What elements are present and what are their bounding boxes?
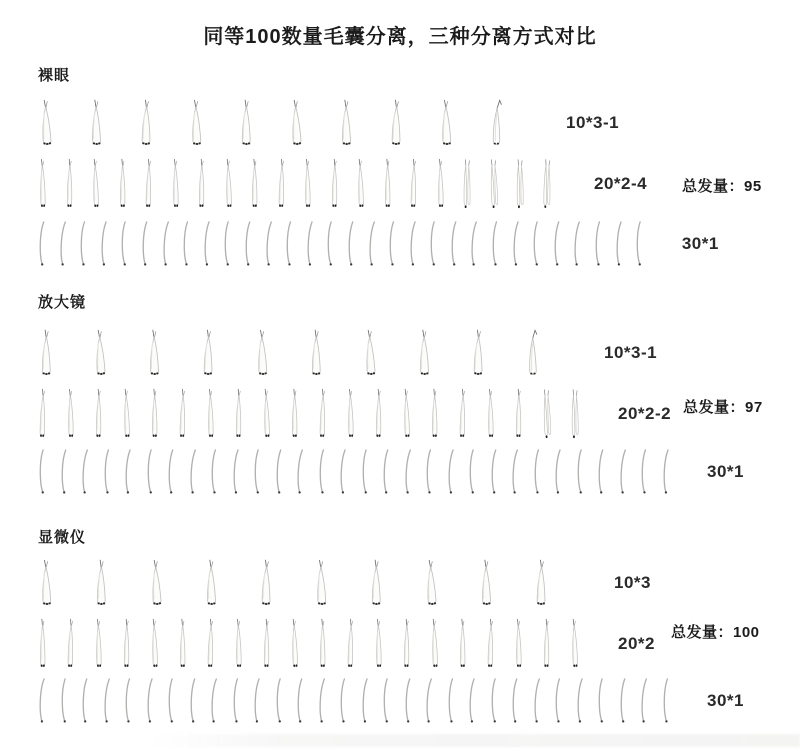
single-hair-icon [264, 221, 273, 267]
follicle-graft-2-hair-icon [37, 388, 48, 440]
follicle-graft-2-hair-icon [261, 388, 272, 440]
row-formula-label: 20*2 [618, 634, 655, 653]
follicle-graft-2-hair-icon [223, 158, 234, 210]
single-hair-icon [532, 449, 541, 495]
single-hair-icon [467, 449, 476, 495]
follicle-graft-2-hair-icon [205, 618, 216, 670]
follicle-graft-3-hair-icon [91, 328, 109, 378]
follicle-graft-2-hair-icon [276, 158, 287, 210]
follicle-graft-2-hair-icon [206, 388, 217, 440]
row-formula-label: 30*1 [707, 462, 744, 481]
page-title: 同等100数量毛囊分离，三种分离方式对比 [203, 26, 597, 48]
single-hair-icon [597, 449, 605, 495]
follicle-graft-2-hair-icon [374, 618, 385, 670]
follicle-graft-2-hair-icon [143, 158, 154, 210]
follicle-graft-2-hair-icon [170, 158, 181, 210]
row-formula-label: 20*2-4 [594, 174, 648, 193]
single-hair-icon [339, 678, 348, 724]
single-hair-icon [614, 221, 623, 267]
single-hair-icon [404, 678, 412, 724]
single-hair-icon [661, 449, 670, 495]
single-hair-icon [639, 678, 648, 724]
follicle-graft-2-hair-icon [458, 618, 468, 670]
follicle-graft-2-hair-icon-damaged [570, 388, 580, 440]
follicle-graft-3-hair-icon [93, 558, 111, 608]
single-hair-icon [554, 449, 563, 495]
single-hair-icon [450, 221, 458, 267]
follicle-graft-2-hair-icon [346, 388, 357, 440]
follicle-graft-2-hair-icon [234, 388, 245, 440]
single-hair-icon [317, 449, 326, 495]
follicle-graft-3-hair-icon [368, 558, 386, 608]
follicle-graft-3-hair-icon [238, 98, 256, 148]
single-hair-icon [470, 221, 479, 267]
follicle-graft-2-hair-icon [401, 388, 412, 440]
follicle-graft-3-hair-icon [438, 98, 456, 148]
single-hair-icon [141, 221, 149, 267]
single-hair-icon [79, 221, 88, 267]
single-hair-icon [510, 449, 519, 495]
single-hair-icon [38, 221, 46, 267]
follicle-graft-2-hair-icon [402, 618, 413, 670]
single-hair-icon [554, 678, 563, 724]
follicle-graft-2-hair-icon [118, 158, 128, 210]
single-hair-icon [618, 449, 627, 495]
single-hair-icon [573, 221, 582, 267]
follicle-graft-2-hair-icon-damaged [541, 158, 552, 210]
single-hair-icon [388, 221, 397, 267]
follicle-graft-2-hair-icon [429, 618, 440, 670]
follicle-graft-2-hair-icon [234, 618, 245, 670]
single-hair-icon [295, 449, 304, 495]
follicle-graft-2-hair-icon [318, 618, 328, 670]
follicle-graft-2-hair-icon [64, 158, 75, 210]
follicle-graft-3-hair-icon [37, 98, 55, 148]
follicle-graft-2-hair-icon [355, 158, 366, 210]
single-hair-icon [253, 678, 262, 724]
row-formula-label: 10*3 [614, 573, 651, 592]
follicle-graft-2-hair-icon [38, 158, 49, 210]
single-hair-icon [640, 449, 649, 495]
follicle-graft-2-hair-icon-damaged [541, 388, 552, 440]
single-hair-icon [532, 678, 541, 724]
follicle-graft-2-hair-icon [374, 388, 385, 440]
single-hair-icon [274, 678, 283, 724]
follicle-graft-2-hair-icon [383, 158, 393, 210]
follicle-graft-2-hair-icon [65, 618, 76, 670]
follicle-graft-2-hair-icon [457, 388, 468, 440]
single-hair-icon [231, 449, 240, 495]
follicle-graft-2-hair-icon [149, 618, 160, 670]
graft-row [38, 158, 647, 210]
follicle-graft-2-hair-icon [178, 618, 188, 670]
follicle-graft-3-hair-icon [287, 98, 305, 148]
single-hair-icon [145, 449, 154, 495]
follicle-graft-3-hair-icon [254, 328, 272, 378]
single-hair-icon [490, 449, 498, 495]
graft-row [38, 98, 619, 148]
follicle-graft-2-hair-icon-damaged [515, 158, 525, 210]
single-hair-icon [382, 449, 390, 495]
single-hair-icon [326, 221, 335, 267]
follicle-graft-3-hair-icon [38, 328, 56, 378]
single-hair-icon [145, 678, 154, 724]
single-hair-icon [635, 221, 644, 267]
total-hair-count: 总发量：97 [683, 399, 763, 416]
graft-row [38, 221, 719, 267]
single-hair-icon [296, 678, 304, 724]
follicle-graft-3-hair-icon [308, 328, 326, 378]
follicle-graft-2-hair-icon-damaged [462, 158, 473, 210]
graft-row [38, 449, 744, 495]
follicle-graft-3-hair-icon [88, 98, 105, 148]
single-hair-icon [167, 449, 175, 495]
follicle-graft-2-hair-icon [345, 618, 356, 670]
single-hair-icon [81, 678, 89, 724]
follicle-graft-3-hair-icon [38, 558, 56, 608]
single-hair-icon [511, 221, 520, 267]
single-hair-icon [360, 449, 369, 495]
follicle-graft-3-hair-icon [188, 98, 206, 148]
single-hair-icon [223, 221, 232, 267]
follicle-graft-2-hair-icon [435, 158, 446, 210]
single-hair-icon [102, 449, 111, 495]
single-hair-icon [38, 678, 47, 724]
total-hair-count: 总发量：95 [682, 178, 762, 195]
row-formula-label: 10*3-1 [604, 343, 658, 362]
single-hair-icon [381, 678, 390, 724]
follicle-graft-2-hair-icon [66, 388, 77, 440]
follicle-graft-2-hair-icon [569, 618, 580, 670]
single-hair-icon [209, 678, 218, 724]
single-hair-icon [124, 449, 133, 495]
follicle-graft-3-hair-icon-damaged [524, 328, 542, 378]
follicle-graft-3-hair-icon [361, 328, 379, 378]
follicle-graft-2-hair-icon [90, 158, 101, 210]
single-hair-icon [124, 678, 133, 724]
follicle-graft-2-hair-icon [303, 158, 314, 210]
follicle-graft-2-hair-icon [430, 388, 440, 440]
single-hair-icon [489, 678, 498, 724]
follicle-graft-2-hair-icon [94, 618, 105, 670]
follicle-graft-2-hair-icon [94, 388, 105, 440]
follicle-graft-3-hair-icon [257, 558, 275, 608]
row-formula-label: 20*2-2 [618, 404, 672, 423]
graft-row [38, 328, 657, 378]
follicle-graft-2-hair-icon-damaged [488, 158, 499, 210]
single-hair-icon [252, 449, 261, 495]
single-hair-icon [403, 449, 412, 495]
follicle-graft-2-hair-icon [289, 618, 300, 670]
follicle-graft-3-hair-icon [469, 328, 487, 378]
follicle-graft-2-hair-icon [121, 388, 132, 440]
follicle-graft-2-hair-icon [197, 158, 208, 210]
single-hair-icon [305, 221, 314, 267]
follicle-graft-3-hair-icon [416, 328, 433, 378]
single-hair-icon [188, 449, 197, 495]
single-hair-icon [360, 678, 369, 724]
single-hair-icon [182, 221, 191, 267]
single-hair-icon [120, 221, 129, 267]
graft-row [38, 678, 744, 724]
follicle-graft-3-hair-icon [387, 98, 405, 148]
single-hair-icon [408, 221, 417, 267]
single-hair-icon [339, 449, 348, 495]
follicle-graft-2-hair-icon [317, 388, 328, 440]
follicle-graft-2-hair-icon [485, 618, 496, 670]
follicle-graft-3-hair-icon [422, 558, 440, 608]
single-hair-icon [575, 449, 584, 495]
follicle-graft-3-hair-icon [203, 558, 220, 608]
single-hair-icon [317, 678, 326, 724]
follicle-graft-2-hair-icon [514, 388, 525, 440]
single-hair-icon [59, 678, 68, 724]
single-hair-icon [446, 678, 455, 724]
single-hair-icon [275, 449, 283, 495]
single-hair-icon [596, 678, 605, 724]
single-hair-icon [619, 678, 627, 724]
follicle-graft-2-hair-icon [38, 618, 48, 670]
follicle-graft-3-hair-icon [199, 328, 217, 378]
follicle-graft-3-hair-icon [137, 98, 155, 148]
follicle-graft-3-hair-icon [338, 98, 355, 148]
single-hair-icon [189, 678, 197, 724]
graft-row [38, 388, 671, 440]
follicle-graft-3-hair-icon [532, 558, 550, 608]
section-title: 放大镜 [38, 294, 87, 311]
single-hair-icon [594, 221, 603, 267]
single-hair-icon [511, 678, 519, 724]
single-hair-icon [553, 221, 561, 267]
graft-row [38, 558, 651, 608]
single-hair-icon [575, 678, 584, 724]
single-hair-icon [446, 449, 455, 495]
single-hair-icon [347, 221, 355, 267]
single-hair-icon [210, 449, 219, 495]
bottom-shadow-band [150, 734, 800, 747]
single-hair-icon [58, 221, 67, 267]
follicle-graft-3-hair-icon-damaged [488, 98, 506, 148]
follicle-graft-3-hair-icon [478, 558, 495, 608]
single-hair-icon [202, 221, 211, 267]
single-hair-icon [424, 678, 433, 724]
single-hair-icon [102, 678, 111, 724]
section-title: 显微仪 [38, 529, 87, 546]
single-hair-icon [491, 221, 500, 267]
single-hair-icon [285, 221, 294, 267]
single-hair-icon [161, 221, 170, 267]
single-hair-icon [367, 221, 376, 267]
follicle-graft-3-hair-icon [147, 558, 165, 608]
single-hair-icon [425, 449, 434, 495]
follicle-graft-2-hair-icon [262, 618, 273, 670]
single-hair-icon [80, 449, 89, 495]
graft-row [38, 618, 655, 670]
follicle-graft-3-hair-icon [146, 328, 163, 378]
single-hair-icon [468, 678, 477, 724]
follicle-graft-2-hair-icon [250, 158, 260, 210]
row-formula-label: 10*3-1 [566, 113, 620, 132]
follicle-graft-3-hair-icon [313, 558, 331, 608]
follicle-graft-2-hair-icon [290, 388, 300, 440]
single-hair-icon [429, 221, 438, 267]
single-hair-icon [166, 678, 175, 724]
row-formula-label: 30*1 [681, 234, 719, 253]
section-title: 裸眼 [38, 67, 71, 84]
single-hair-icon [231, 678, 240, 724]
follicle-graft-2-hair-icon [542, 618, 553, 670]
total-hair-count: 总发量：100 [671, 624, 760, 641]
single-hair-icon [661, 678, 670, 724]
follicle-graft-2-hair-icon [486, 388, 497, 440]
follicle-graft-2-hair-icon [177, 388, 188, 440]
single-hair-icon [37, 449, 46, 495]
row-formula-label: 30*1 [707, 691, 744, 710]
follicle-graft-2-hair-icon [150, 388, 160, 440]
single-hair-icon [99, 221, 108, 267]
follicle-graft-2-hair-icon [408, 158, 419, 210]
follicle-graft-2-hair-icon [514, 618, 525, 670]
follicle-graft-2-hair-icon [329, 158, 340, 210]
single-hair-icon [532, 221, 541, 267]
single-hair-icon [244, 221, 252, 267]
follicle-graft-2-hair-icon [122, 618, 133, 670]
single-hair-icon [60, 449, 68, 495]
